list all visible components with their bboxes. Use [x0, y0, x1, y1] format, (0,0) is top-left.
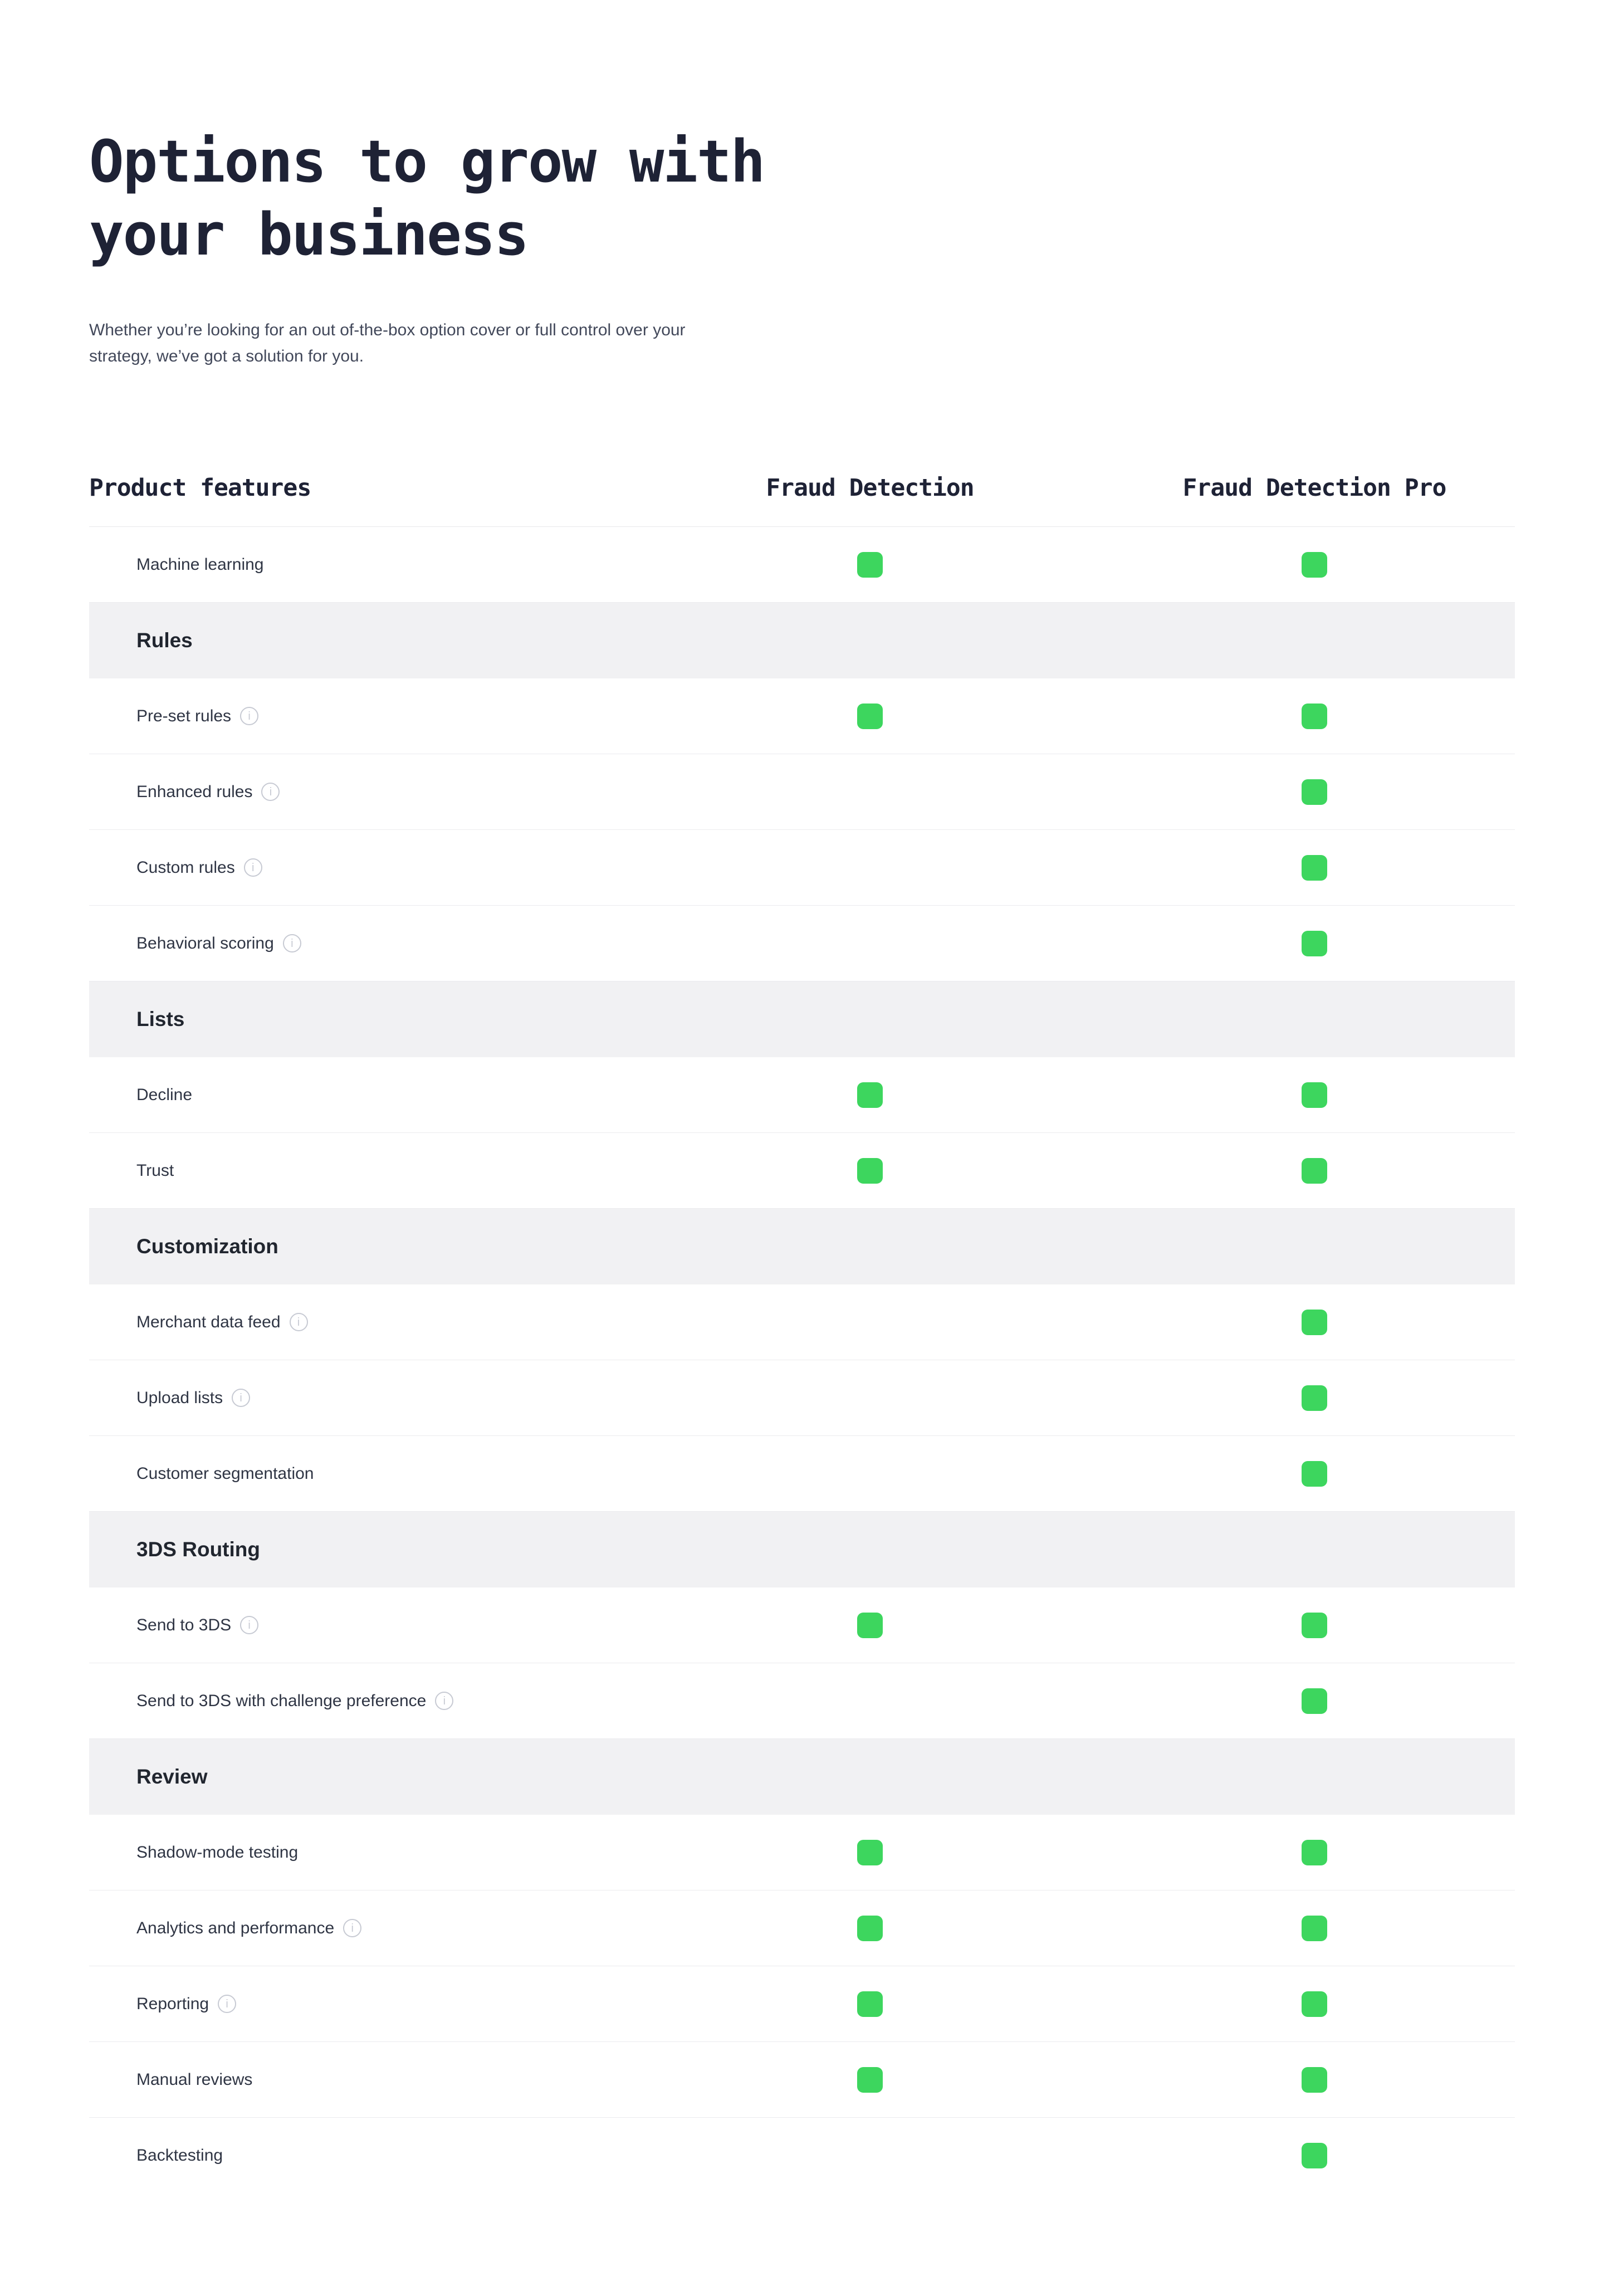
- included-check-icon: [1302, 1613, 1327, 1638]
- fraud-detection-pro-cell: [1114, 855, 1515, 881]
- info-icon[interactable]: [261, 783, 280, 801]
- included-check-icon: [857, 1916, 883, 1941]
- info-icon[interactable]: [240, 1616, 258, 1634]
- table-row: [89, 906, 1515, 981]
- fraud-detection-pro-cell: [1114, 1613, 1515, 1638]
- feature-label: [89, 2070, 626, 2089]
- feature-label-text: Upload lists: [136, 1388, 223, 1407]
- feature-label-text: Merchant data feed: [136, 1312, 281, 1331]
- fraud-detection-pro-cell: [1114, 1840, 1515, 1865]
- column-header-fraud-detection-pro: Fraud Detection Pro: [1182, 474, 1446, 502]
- fraud-detection-pro-cell: [1114, 552, 1515, 578]
- page-subtitle: [89, 317, 1515, 369]
- feature-label-text: Manual reviews: [136, 2070, 253, 2089]
- included-check-icon: [1302, 1916, 1327, 1941]
- feature-label: [89, 934, 626, 953]
- info-icon[interactable]: [244, 858, 262, 877]
- included-check-icon: [1302, 931, 1327, 956]
- feature-label: [89, 783, 626, 802]
- feature-label: [89, 1692, 626, 1711]
- included-check-icon: [857, 2067, 883, 2093]
- feature-label: [89, 2146, 626, 2165]
- table-row: [89, 1057, 1515, 1133]
- page-title-line2: your business: [89, 201, 528, 268]
- included-check-icon: [1302, 1082, 1327, 1108]
- table-row: [89, 527, 1515, 603]
- feature-label: [89, 1086, 626, 1105]
- feature-label-text: Behavioral scoring: [136, 934, 274, 952]
- feature-label-text: Enhanced rules: [136, 782, 253, 801]
- info-icon[interactable]: [240, 707, 258, 725]
- feature-label: [89, 1161, 626, 1180]
- included-check-icon: [1302, 1310, 1327, 1335]
- feature-label: [89, 555, 626, 574]
- section-label: Review: [136, 1765, 208, 1788]
- feature-label-text: Custom rules: [136, 858, 235, 877]
- table-row: [89, 2042, 1515, 2118]
- feature-label: [89, 858, 626, 877]
- fraud-detection-cell: [626, 1613, 1114, 1638]
- section-label: Customization: [136, 1235, 278, 1258]
- feature-label: [89, 1843, 626, 1862]
- table-row: [89, 678, 1515, 754]
- info-icon[interactable]: [343, 1919, 361, 1937]
- column-header-fraud-detection: Fraud Detection: [766, 474, 974, 502]
- table-row: [89, 2118, 1515, 2194]
- fraud-detection-pro-cell: [1114, 1082, 1515, 1108]
- table-row: [89, 1966, 1515, 2042]
- feature-label: [89, 1616, 626, 1635]
- fraud-detection-pro-cell: [1114, 1310, 1515, 1335]
- fraud-detection-cell: [626, 1916, 1114, 1941]
- page-subtitle-line1: Whether you’re looking for an out of-the-box option cover or full control over your: [89, 321, 686, 339]
- included-check-icon: [1302, 779, 1327, 805]
- info-icon[interactable]: [283, 934, 301, 952]
- table-row: [89, 1587, 1515, 1663]
- page-title-line1: Options to grow with: [89, 128, 765, 196]
- table-row: [89, 1436, 1515, 1512]
- feature-label: [89, 1995, 626, 2014]
- section-label: 3DS Routing: [136, 1538, 260, 1561]
- fraud-detection-pro-cell: [1114, 1461, 1515, 1487]
- included-check-icon: [1302, 855, 1327, 881]
- feature-label-text: Backtesting: [136, 2146, 223, 2165]
- fraud-detection-cell: [626, 552, 1114, 578]
- table-row: [89, 1890, 1515, 1966]
- included-check-icon: [857, 1082, 883, 1108]
- feature-label-text: Decline: [136, 1085, 193, 1104]
- feature-label-text: Send to 3DS: [136, 1615, 232, 1634]
- info-icon[interactable]: [290, 1313, 308, 1331]
- included-check-icon: [857, 1840, 883, 1865]
- included-check-icon: [857, 1158, 883, 1184]
- included-check-icon: [1302, 552, 1327, 578]
- included-check-icon: [857, 1991, 883, 2017]
- included-check-icon: [857, 1613, 883, 1638]
- feature-label: [89, 1313, 626, 1332]
- feature-label: [89, 1919, 626, 1938]
- table-header-row: [89, 369, 1515, 527]
- fraud-detection-pro-cell: [1114, 2143, 1515, 2168]
- fraud-detection-pro-cell: [1114, 1688, 1515, 1714]
- feature-label: [89, 1464, 626, 1483]
- fraud-detection-cell: [626, 2067, 1114, 2093]
- fraud-detection-pro-cell: [1114, 704, 1515, 729]
- page-title: [89, 0, 1515, 271]
- table-row: [89, 1284, 1515, 1360]
- fraud-detection-pro-cell: [1114, 1385, 1515, 1411]
- section-header-row: [89, 1739, 1515, 1815]
- fraud-detection-pro-cell: [1114, 1916, 1515, 1941]
- table-row: [89, 1815, 1515, 1890]
- feature-label: [89, 707, 626, 726]
- feature-label: [89, 1389, 626, 1408]
- fraud-detection-cell: [626, 1158, 1114, 1184]
- feature-label-text: Send to 3DS with challenge preference: [136, 1691, 427, 1710]
- feature-label-text: Reporting: [136, 1994, 209, 2013]
- table-row: [89, 1663, 1515, 1739]
- feature-label-text: Analytics and performance: [136, 1918, 335, 1937]
- included-check-icon: [1302, 1991, 1327, 2017]
- section-header-row: [89, 1209, 1515, 1284]
- included-check-icon: [857, 704, 883, 729]
- included-check-icon: [1302, 1688, 1327, 1714]
- included-check-icon: [1302, 1385, 1327, 1411]
- column-header-product-features: Product features: [89, 474, 311, 502]
- fraud-detection-pro-cell: [1114, 1991, 1515, 2017]
- included-check-icon: [1302, 1461, 1327, 1487]
- section-label: Lists: [136, 1008, 185, 1030]
- comparison-table-body: [89, 527, 1515, 2194]
- pricing-feature-comparison-page: [89, 0, 1515, 2194]
- fraud-detection-cell: [626, 1082, 1114, 1108]
- fraud-detection-pro-cell: [1114, 931, 1515, 956]
- feature-label-text: Customer segmentation: [136, 1464, 314, 1483]
- included-check-icon: [1302, 704, 1327, 729]
- fraud-detection-cell: [626, 1991, 1114, 2017]
- feature-label-text: Machine learning: [136, 555, 264, 574]
- included-check-icon: [857, 552, 883, 578]
- table-row: [89, 754, 1515, 830]
- info-icon[interactable]: [435, 1692, 453, 1710]
- section-header-row: [89, 603, 1515, 678]
- fraud-detection-cell: [626, 1840, 1114, 1865]
- info-icon[interactable]: [218, 1995, 236, 2013]
- table-row: [89, 1360, 1515, 1436]
- feature-label-text: Shadow-mode testing: [136, 1843, 299, 1862]
- fraud-detection-pro-cell: [1114, 2067, 1515, 2093]
- included-check-icon: [1302, 2143, 1327, 2168]
- fraud-detection-pro-cell: [1114, 1158, 1515, 1184]
- info-icon[interactable]: [232, 1389, 250, 1407]
- section-header-row: [89, 981, 1515, 1057]
- table-row: [89, 1133, 1515, 1209]
- table-row: [89, 830, 1515, 906]
- section-header-row: [89, 1512, 1515, 1587]
- feature-label-text: Trust: [136, 1161, 174, 1180]
- feature-label-text: Pre-set rules: [136, 706, 232, 725]
- section-label: Rules: [136, 629, 193, 652]
- included-check-icon: [1302, 1840, 1327, 1865]
- included-check-icon: [1302, 1158, 1327, 1184]
- page-subtitle-line2: strategy, we’ve got a solution for you.: [89, 347, 364, 365]
- fraud-detection-pro-cell: [1114, 779, 1515, 805]
- fraud-detection-cell: [626, 704, 1114, 729]
- included-check-icon: [1302, 2067, 1327, 2093]
